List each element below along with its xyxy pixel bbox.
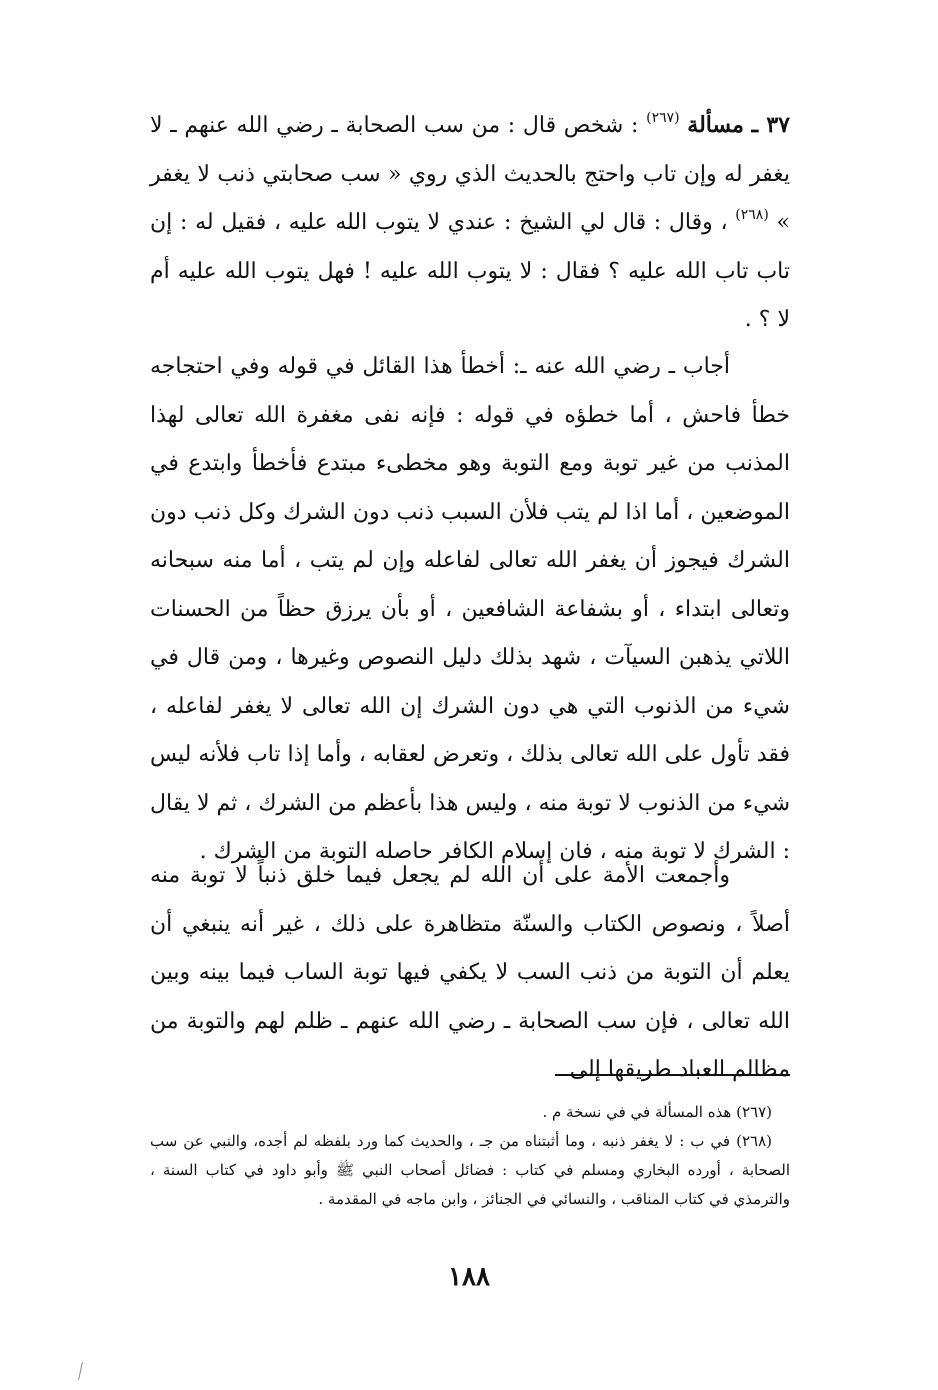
page-number: ١٨٨ — [448, 1262, 490, 1292]
footnote-ref-268: (٢٦٨) — [735, 207, 769, 223]
question-paragraph — [150, 101, 790, 345]
consensus-paragraph — [150, 852, 790, 1095]
scan-mark — [78, 1362, 83, 1380]
footnote-ref-267: (٢٦٧) — [646, 110, 680, 126]
question-text-a: : شخص قال : من سب الصحابة ـ رضي الله عنهم ـ لا يغفر له وإن تاب واحتج بالحديث الذي روي « سب صحابتي ذنب لا يغفر » — [150, 113, 790, 235]
footnote-divider — [555, 1074, 790, 1076]
footnote-267: (٢٦٧) هذه المسألة في في نسخة م . — [542, 1103, 772, 1121]
question-text-b: ، وقال : قال لي الشيخ : عندي لا يتوب الله عليه ، فقيل له : إن تاب تاب الله عليه ؟ فقال : لا يتوب الله عليه ! فهل يتوب الله عليه أم لا ؟ . — [150, 210, 790, 332]
question-heading: مسألة — [687, 112, 744, 138]
footnotes — [150, 1098, 790, 1214]
question-number: ٣٧ ـ — [751, 112, 790, 138]
consensus-text: وأجمعت الأمة على أن الله لم يجعل فيما خلق ذنباً لا توبة منه أصلاً ، ونصوص الكتاب والسنّة متظاهرة على ذلك ، غير أنه ينبغي أن يعلم أن التوبة من ذنب السب لا يكفي فيها توبة الساب فيما بينه وبين الله تعالى ، فإن سب الصحابة ـ رضي الله عنهم ـ ظلم لهم والتوبة من مظالم العباد طريقها إلى — [150, 863, 790, 1082]
answer-text: أجاب ـ رضي الله عنه ـ: أخطأ هذا القائل في قوله وفي احتجاجه خطأ فاحش ، أما خطؤه في قوله : فإنه نفى مغفرة الله تعالى لهذا المذنب من غير توبة ومع التوبة وهو مخطىء مبتدع فأخطأ وابتدع في الموضعين ، أما اذا لم يتب فلأن السبب ذنب دون الشرك وكل ذنب دون الشرك فيجوز أن يغفر الله تعالى لفاعله وإن لم يتب ، أما منه سبحانه وتعالى ابتداء ، أو بشفاعة الشافعين ، أو بأن يرزق حظاً من الحسنات اللاتي يذهبن السيآت ، شهد بذلك دليل النصوص وغيرها ، ومن قال في شيء من الذنوب التي هي دون الشرك إن الله تعالى لا يغفر لفاعله ، فقد تأول على الله تعالى بذلك ، وتعرض لعقابه ، وأما إذا تاب فلأنه ليس شيء من الذنوب لا توبة منه ، وليس هذا بأعظم من الشرك ، ثم لا يقال : الشرك لا توبة منه ، فان إسلام الكافر حاصله التوبة من الشرك . — [150, 354, 790, 864]
footnote-268: (٢٦٨) في ب : لا يغفر ذنبه ، وما أثبتناه من جـ ، والحديث كما ورد بلفظه لم أجده، والنبي عن سب الصحابة ، أورده البخاري ومسلم في كتاب : فضائل أصحاب النبي ﷺ وأبو داود في كتاب السنة ، والترمذي في كتاب المناقب ، والنسائي في الجنائز ، وابن ماجه في المقدمة . — [150, 1132, 790, 1208]
answer-paragraph — [150, 343, 790, 877]
